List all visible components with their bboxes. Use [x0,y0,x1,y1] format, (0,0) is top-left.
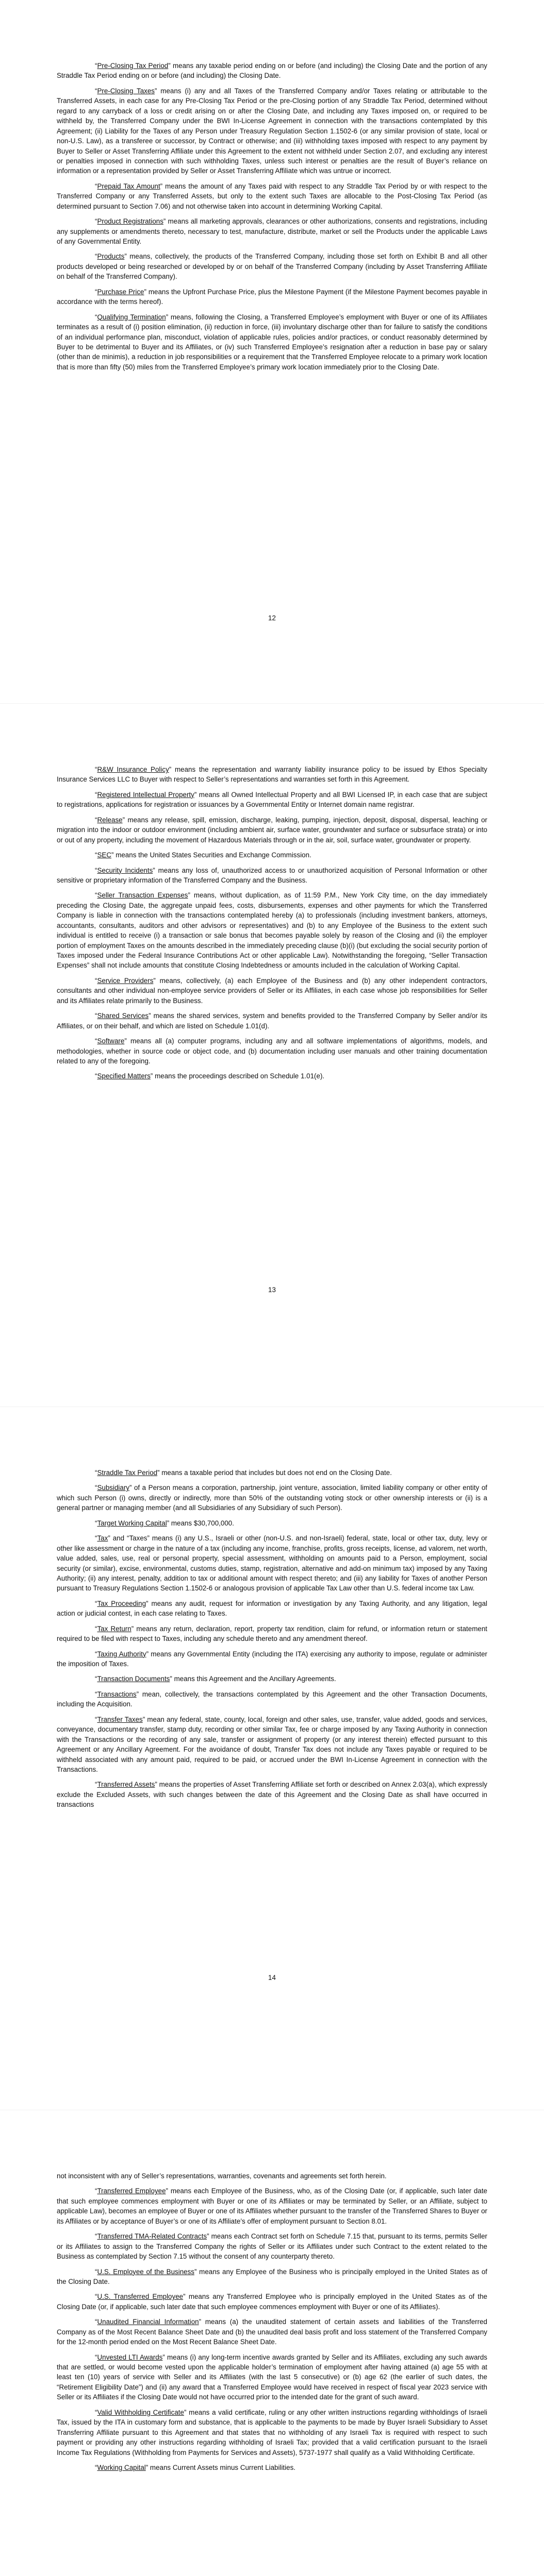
definition-paragraph: “Seller Transaction Expenses” means, without duplication, as of 11:59 P.M., New York City time, on the day immediately preceding the Closing Date, the aggregate unpaid fees, costs, disbursements, expenses and other payments for which the Transferred Company is liable in connection with the transactions contemplated hereby (a) to professionals (including investment bankers, attorneys, accountants, consultants, auditors and other advisors or representatives) and (b) to any Employee of the Business to the extent such individual is entitled to receive (i) a transaction or sale bonus that becomes payable solely by reason of the Closing and (ii) the employer portion of employment Taxes on the amounts described in the immediately preceding clause (b)(i) (but excluding the social security portion of Taxes imposed under the Federal Insurance Contributions Act or other applicable Law). Notwithstanding the foregoing, “Seller Transaction Expenses” shall not include amounts that constitute Closing Indebtedness or amounts included in the calculation of Working Capital. [57,891,487,970]
definition-text: ” means all (a) computer programs, including any and all software implementations of algorithms, models, and methodologies, whether in source code or object code, and (b) documentation including user manuals and other training documentation related to any of the foregoing. [57,1037,487,1065]
definition-text: ” means any Employee of the Business who is principally employed in the United States as of the Closing Date. [57,2267,488,2285]
definition-text: ” means any Transferred Employee who is principally employed in the United States as of the Closing Date (or, if applicable, such later date that such employee commences employment with Buyer or one of its Affiliates). [57,2293,488,2311]
defined-term: Release [97,816,123,824]
definition-paragraph: “Prepaid Tax Amount” means the amount of any Taxes paid with respect to any Straddle Tax Period by or with respect to the Transferred Company or any Transferred Assets, but only to the extent such Taxes are allocable to the Post-Closing Tax Period (as determined pursuant to Section 7.06) and not otherwise taken into account in determining Working Capital. [57,182,487,210]
definition-paragraph: “Subsidiary” of a Person means a corporation, partnership, joint venture, association, limited liability company or other entity of which such Person (i) owns, directly or indirectly, more than 50% of the outstanding voting stock or other ownership interests or (ii) is a general partner or managing member (and all Subsidiaries of any Subsidiary of such Person). [57,1484,487,1512]
definition-text: ” means any taxable period ending on or before (and including) the Closing Date and the portion of any Straddle Tax Period ending on or before (and including) the Closing Date. [57,62,488,80]
definition-paragraph: “Tax Return” means any return, declaration, report, property tax rendition, claim for refund, or information return or statement required to be filed with respect to Taxes, including any schedule thereto and any amendment thereof. [57,1624,487,1643]
defined-term: Purchase Price [97,287,144,296]
defined-term: R&W Insurance Policy [97,766,169,773]
definition-paragraph: “U.S. Transferred Employee” means any Transferred Employee who is principally employed in the United States as of the Closing Date (or, if applicable, such later date that such employee commences employment with Buyer or one of its Affiliates). [57,2293,488,2311]
page-number: 13 [268,1286,276,1294]
definition-paragraph: “Transfer Taxes” mean any federal, state, county, local, foreign and other sales, use, transfer, value added, goods and services, conveyance, documentary transfer, stamp duty, recording or other similar Tax, fee or charge imposed by any Taxing Authority in connection with the Transactions or the recording of any sale, transfer or assignment of property (or any interest therein) effected pursuant to this Agreement or any Ancillary Agreement. For the avoidance of doubt, Transfer Tax does not include any Taxes payable or required to be withheld associated with any amount paid, required to be paid, or accrued under the BWI In-License Agreement in connection with the Transactions. [57,1715,487,1773]
definitions-list [57,1468,487,1810]
definition-text: ” means a taxable period that includes but does not end on the Closing Date. [157,1469,392,1477]
defined-term: Unaudited Financial Information [97,2318,199,2326]
definition-text: ” mean, collectively, the transactions contemplated by this Agreement and the other Transaction Documents, including the Acquisition. [57,1690,487,1708]
defined-term: Tax [97,1534,108,1543]
page-number: 14 [268,1974,276,1981]
defined-term: Service Providers [97,976,154,985]
defined-term: U.S. Transferred Employee [97,2293,184,2301]
definition-text: ” means any loss of, unauthorized access to or unauthorized acquisition of Personal Information or other sensitive or proprietary information of the Transferred Company and the Business. [57,866,488,884]
defined-term: Transferred TMA-Related Contracts [97,2232,207,2241]
definition-paragraph: “Purchase Price” means the Upfront Purchase Price, plus the Milestone Payment (if the Milestone Payment becomes payable in accordance with the terms hereof). [57,287,487,306]
definition-text: ” means (i) any long-term incentive awards granted by Seller and its Affiliates, excluding any such awards that are settled, or would become vested upon the applicable holder’s termination of employment after having attained (a) age 55 with at least ten (10) years of service with Seller and its Affiliates (with the last 5 consecutive) or (b) age 62 (the earlier of such dates, the “Retirement Eligibility Date”) and (ii) any award that a Transferred Employee would have received in respect of fiscal year 2023 service with Seller or its Affiliates if the Closing Date would not have occurred prior to the intended date for the grant of such award. [57,2353,487,2401]
defined-term: SEC [97,851,112,859]
defined-term: Registered Intellectual Property [97,790,194,799]
defined-term: Pre-Closing Taxes [97,87,155,95]
defined-term: Security Incidents [97,866,153,874]
defined-term: Transfer Taxes [97,1715,143,1723]
definition-text: ” means any Governmental Entity (including the ITA) exercising any authority to impose, regulate or administer the imposition of Taxes. [57,1650,488,1668]
definition-paragraph: “Qualifying Termination” means, following the Closing, a Transferred Employee’s employment with Buyer or one of its Affiliates terminates as a result of (i) position elimination, (ii) reduction in force, (iii) involuntary discharge other than for failure to satisfy the conditions of an individual performance plan, misconduct, violation of applicable rules, policies and/or practices, or conduct reasonably determined by Buyer to be detrimental to Buyer and its Affiliates, or (iv) such Transferred Employee’s resignation after a reduction in base pay or salary (other than de minimis), a reduction in job responsibilities or a requirement that the Transferred Employee relocate to a primary work location that is more than fifty (50) miles from the Transferred Employee’s primary work location immediately prior to the Closing Date. [57,313,487,371]
definition-text: ” means the United States Securities and Exchange Commission. [111,851,311,859]
defined-term: Prepaid Tax Amount [97,182,160,190]
definition-paragraph: “Unvested LTI Awards” means (i) any long-term incentive awards granted by Seller and its Affiliates, excluding any such awards that are settled, or would become vested upon the applicable holder’s termination of employment after having attained (a) age 55 with at least ten (10) years of service with Seller and its Affiliates (with the last 5 consecutive) or (b) age 62 (the earlier of such dates, the “Retirement Eligibility Date”) and (ii) any award that a Transferred Employee would have received in respect of fiscal year 2023 service with Seller or its Affiliates if the Closing Date would not have occurred prior to the intended date for the grant of such award. [57,2353,487,2401]
document-page-14 [0,1406,544,2110]
document-page-13 [0,703,544,1406]
defined-term: Qualifying Termination [97,313,166,321]
definition-text: ” means any audit, request for information or investigation by any Taxing Authority, and any litigation, legal action or judicial contest, in each case relating to Taxes. [57,1599,488,1618]
definition-paragraph: “SEC” means the United States Securities and Exchange Commission. [95,851,311,859]
definition-paragraph: “Taxing Authority” means any Governmental Entity (including the ITA) exercising any authority to impose, regulate or administer the imposition of Taxes. [57,1650,488,1668]
definition-paragraph: “Transferred Employee” means each Employee of the Business, who, as of the Closing Date (or, if applicable, such later date that such employee commences employment with Buyer or one of its Affiliates or may be terminated by Seller, or an Affiliate, subject to applicable Law), becomes an employee of Buyer or one of its Affiliates whether pursuant to the transfer of the Transferred Shares to Buyer or its Affiliates or by acceptance of Buyer’s or one of its Affiliate’s offer of employment pursuant to Section 8.01. [57,2187,487,2225]
definition-paragraph: “Product Registrations” means all marketing approvals, clearances or other authorizations, consents and registrations, including any supplements or amendments thereto, necessary to test, manufacture, distribute, market or sell the Products under the applicable Laws of any Governmental Entity. [57,217,488,245]
defined-term: Products [97,252,125,261]
definition-text: ” means, collectively, the products of the Transferred Company, including those set forth on Exhibit B and all other products developed or being researched or developed by or on behalf of the Transferred Company (including by Asset Transferring Affiliate on behalf of the Transferred Company). [57,252,487,281]
definition-text: ” means all marketing approvals, clearances or other authorizations, consents and registrations, including any supplements or amendments thereto, necessary to test, manufacture, distribute, market or sell the Products under the applicable Laws of any Governmental Entity. [57,217,488,245]
definitions-list [57,61,487,372]
defined-term: Subsidiary [97,1484,129,1492]
definition-paragraph: “Products” means, collectively, the products of the Transferred Company, including those set forth on Exhibit B and all other products developed or being researched or developed by or on behalf of the Transferred Company (including by Asset Transferring Affiliate on behalf of the Transferred Company). [57,252,487,281]
defined-term: Transferred Employee [97,2187,166,2195]
defined-term: Pre-Closing Tax Period [97,62,169,70]
definitions-list [57,2186,487,2472]
definition-paragraph: “Registered Intellectual Property” means all Owned Intellectual Property and all BWI Licensed IP, in each case that are subject to registrations, applications for registration or issuances by a Governmental Entity or Internet domain name registrar. [57,790,487,809]
defined-term: Transaction Documents [97,1675,170,1683]
definition-text: ” means, following the Closing, a Transferred Employee’s employment with Buyer or one of its Affiliates terminates as a result of (i) position elimination, (ii) reduction in force, (iii) involuntary discharge other than for failure to satisfy the conditions of an individual performance plan, misconduct, violation of applicable rules, policies and/or practices, or conduct reasonably determined by Buyer to be detrimental to Buyer and its Affiliates, or (iv) such Transferred Employee’s resignation after a reduction in base pay or salary (other than de minimis), a reduction in job responsibilities or a requirement that the Transferred Employee relocate to a primary work location that is more than fifty (50) miles from the Transferred Employee’s primary work location immediately prior to the Closing Date. [57,313,487,371]
definition-paragraph: “Working Capital” means Current Assets minus Current Liabilities. [95,2463,295,2471]
definition-text: ” means all Owned Intellectual Property and all BWI Licensed IP, in each case that are subject to registrations, applications for registration or issuances by a Governmental Entity or Internet domain name registrar. [57,790,487,809]
definition-paragraph: “Tax” and “Taxes” means (i) any U.S., Israeli or other (non-U.S. and non-Israeli) federal, state, local or other tax, duty, levy or other like assessment or charge in the nature of a tax (including any income, franchise, profits, gross receipts, license, ad valorem, net worth, value added, sales, use, real or personal property, special assessment, withholding on amounts paid to a Person, employment, social security (or similar), excise, environmental, customs duties, stamp, registration, alternative and add-on minimum tax) imposed by any Taxing Authority; (ii) any interest, penalty, addition to tax or additional amount with respect thereto; and (iii) any liability for Taxes of another Person pursuant to Treasury Regulations Section 1.1502-6 or analogous provision of applicable Tax Law other than U.S. federal income tax Law. [57,1534,487,1592]
defined-term: Shared Services [97,1012,149,1020]
definition-paragraph: “Transferred Assets” means the properties of Asset Transferring Affiliate set forth or described on Annex 2.03(a), which expressly exclude the Excluded Assets, with such changes between the date of this Agreement and the Closing Date as shall have occurred in transactions [57,1781,487,1809]
definition-paragraph: “Pre-Closing Tax Period” means any taxable period ending on or before (and including) the Closing Date and the portion of any Straddle Tax Period ending on or before (and including) the Closing Date. [57,62,488,80]
definition-text: ” means $30,700,000. [167,1519,234,1527]
definition-text: ” means the shared services, system and benefits provided to the Transferred Company by Seller and/or its Affiliates, or on their behalf, and which are listed on Schedule 1.01(d). [57,1012,487,1030]
definition-paragraph: “Software” means all (a) computer programs, including any and all software implementations of algorithms, models, and methodologies, whether in source code or object code, and (b) documentation including user manuals and other training documentation related to any of the foregoing. [57,1037,487,1065]
definition-text: ” means any release, spill, emission, discharge, leaking, pumping, injection, deposit, disposal, dispersal, leaching or migration into the indoor or outdoor environment (including ambient air, surface water, groundwater and surface or subsurface strata) or into or out of any property, including the movement of Hazardous Materials through or in the air, soil, surface water, groundwater or property. [57,816,487,844]
definition-paragraph: “R&W Insurance Policy” means the representation and warranty liability insurance policy to be issued by Ethos Specialty Insurance Services LLC to Buyer with respect to Seller’s representations and warranties set forth in this Agreement. [57,766,487,784]
defined-term: Product Registrations [97,217,163,226]
definition-text: ” means, without duplication, as of 11:59 P.M., New York City time, on the day immediately preceding the Closing Date, the aggregate unpaid fees, costs, disbursements, expenses and other payments for which the Transferred Company is liable in connection with the transactions contemplated hereby (a) to professionals (including investment bankers, attorneys, accountants, consultants, auditors and other advisors or representatives) and (b) to any Employee of the Business to the extent such individual is entitled to receive (i) a transaction or sale bonus that becomes payable solely by reason of the Closing and (ii) the employer portion of employment Taxes on the amounts described in the immediately preceding clause (b)(i) (but excluding the social security portion of Taxes imposed under the Federal Insurance Contributions Act or other applicable Law). Notwithstanding the foregoing, “Seller Transaction Expenses” shall not include amounts that constitute Closing Indebtedness or amounts included in the calculation of Working Capital. [57,891,487,970]
definition-paragraph: “Straddle Tax Period” means a taxable period that includes but does not end on the Closing Date. [95,1469,392,1477]
definition-text: ” mean any federal, state, county, local, foreign and other sales, use, transfer, value added, goods and services, conveyance, documentary transfer, stamp duty, recording or other similar Tax, fee or charge imposed by any Taxing Authority in connection with the Transactions or the recording of any sale, transfer or assignment of property (or any interest therein) effected pursuant to this Agreement or any Ancillary Agreement. For the avoidance of doubt, Transfer Tax does not include any Taxes payable or required to be withheld associated with any amount paid, required to be paid, or accrued under the BWI In-License Agreement in connection with the Transactions. [57,1715,487,1773]
defined-term: U.S. Employee of the Business [97,2267,194,2276]
definition-text: ” means the proceedings described on Schedule 1.01(e). [150,1072,325,1080]
defined-term: Tax Proceeding [97,1599,146,1607]
document-page-12 [0,0,544,703]
definition-text: ” of a Person means a corporation, partnership, joint venture, association, limited liability company or other entity of which such Person (i) owns, directly or indirectly, more than 50% of the outstanding voting stock or other ownership interests or (ii) is a general partner or managing member (and all Subsidiaries of any Subsidiary of such Person). [57,1484,487,1512]
definition-text: ” means each Employee of the Business, who, as of the Closing Date (or, if applicable, such later date that such employee commences employment with Buyer or one of its Affiliates or may be terminated by Seller, or an Affiliate, subject to applicable Law), becomes an employee of Buyer or one of its Affiliates whether pursuant to the transfer of the Transferred Shares to Buyer or its Affiliates or by acceptance of Buyer’s or one of its Affiliate’s offer of employment pursuant to Section 8.01. [57,2187,487,2225]
defined-term: Taxing Authority [97,1650,146,1658]
definition-paragraph: “Transferred TMA-Related Contracts” means each Contract set forth on Schedule 7.15 that, pursuant to its terms, permits Seller or its Affiliates to assign to the Transferred Company the rights of Seller or its Affiliates under such Contract to the extent related to the Business as contemplated by Section 7.15 without the consent of any counterparty thereto. [57,2232,488,2261]
defined-term: Working Capital [97,2463,146,2471]
definition-paragraph: “Release” means any release, spill, emission, discharge, leaking, pumping, injection, deposit, disposal, dispersal, leaching or migration into the indoor or outdoor environment (including ambient air, surface water, groundwater and surface or subsurface strata) or into or out of any property, including the movement of Hazardous Materials through or in the air, soil, surface water, groundwater or property. [57,816,487,844]
definition-text: ” means, collectively, (a) each Employee of the Business and (b) any other independent contractors, consultants and other individual non-employee service providers of Seller or its Affiliates, in each case whose job responsibilities for Seller and its Affiliates relate primarily to the Business. [57,976,487,1005]
defined-term: Software [97,1037,125,1045]
definition-text: ” means any return, declaration, report, property tax rendition, claim for refund, or information return or statement required to be filed with respect to Taxes, including any schedule thereto and any amendment thereof. [57,1624,487,1643]
defined-term: Target Working Capital [97,1519,167,1527]
definition-text: ” means the Upfront Purchase Price, plus the Milestone Payment (if the Milestone Payment becomes payable in accordance with the terms hereof). [57,287,487,306]
definition-text: ” means this Agreement and the Ancillary Agreements. [170,1675,336,1683]
definition-paragraph: “Service Providers” means, collectively, (a) each Employee of the Business and (b) any other independent contractors, consultants and other individual non-employee service providers of Seller or its Affiliates, in each case whose job responsibilities for Seller and its Affiliates relate primarily to the Business. [57,976,487,1005]
definition-paragraph: “Specified Matters” means the proceedings described on Schedule 1.01(e). [95,1072,325,1080]
defined-term: Tax Return [97,1624,131,1633]
defined-term: Transferred Assets [97,1781,155,1789]
definition-paragraph: “Unaudited Financial Information” means (a) the unaudited statement of certain assets and liabilities of the Transferred Company as of the Most Recent Balance Sheet Date and (b) the unaudited deal basis profit and loss statement of the Transferred Company for the 12-month period ended on the Most Recent Balance Sheet Date. [57,2318,487,2346]
continued-paragraph: not inconsistent with any of Seller’s representations, warranties, covenants and agreements set forth herein. [57,2172,387,2180]
defined-term: Specified Matters [97,1072,151,1080]
definition-paragraph: “Shared Services” means the shared services, system and benefits provided to the Transferred Company by Seller and/or its Affiliates, or on their behalf, and which are listed on Schedule 1.01(d). [57,1012,487,1030]
definition-paragraph: “Transaction Documents” means this Agreement and the Ancillary Agreements. [95,1675,336,1683]
definition-text: ” means the amount of any Taxes paid with respect to any Straddle Tax Period by or with respect to the Transferred Company or any Transferred Assets, but only to the extent such Taxes are allocable to the Post-Closing Tax Period (as determined pursuant to Section 7.06) and not otherwise taken into account in determining Working Capital. [57,182,487,210]
definition-text: ” means (i) any and all Taxes of the Transferred Company and/or Taxes relating or attributable to the Transferred Assets, in each case for any Pre-Closing Tax Period or the pre-Closing portion of any Straddle Tax Period, determined without regard to any carryback of a loss or credit arising on or after the Closing Date, and including any Taxes imposed on, or required to be withheld by, the Transferred Company under the BWI In-License Agreement in connection with the transactions contemplated by this Agreement; (ii) Liability for the Taxes of any Person under Treasury Regulation Section 1.1502-6 (or any similar provision of state, local or non-U.S. Law), as a transferee or successor, by Contract or otherwise; and (iii) withholding taxes imposed with respect to any payment by Buyer to Seller or Asset Transferring Affiliate under this Agreement to the extent not withheld under Section 2.07, and excluding any interest or penalties imposed in connection with such withholding Taxes, unless such interest or penalties are the result of Buyer’s reliance on information or a representation provided by Seller or Asset Transferring Affiliate which was untrue or incorrect. [57,87,487,175]
definition-text: ” means the properties of Asset Transferring Affiliate set forth or described on Annex 2.03(a), which expressly exclude the Excluded Assets, with such changes between the date of this Agreement and the Closing Date as shall have occurred in transactions [57,1781,487,1809]
definition-paragraph: “Valid Withholding Certificate” means a valid certificate, ruling or any other written instructions regarding withholdings of Israeli Tax, issued by the ITA in customary form and substance, that is applicable to the payments to be made by Buyer Israeli Subsidiary to Asset Transferring Affiliate pursuant to this Agreement and that states that no withholding of any Israeli Tax is required with respect to such payment or providing any other instructions regarding withholding of Israeli Tax; provided that a valid certification pursuant to the Israeli Income Tax Regulations (Withholding from Payments for Services and Assets), 5737-1977 shall qualify as a Valid Withholding Certificate. [57,2408,487,2456]
definition-text: ” means Current Assets minus Current Liabilities. [145,2463,295,2471]
definition-paragraph: “U.S. Employee of the Business” means any Employee of the Business who is principally employed in the United States as of the Closing Date. [57,2267,488,2285]
definitions-list [57,765,487,1081]
definition-paragraph: “Security Incidents” means any loss of, unauthorized access to or unauthorized acquisition of Personal Information or other sensitive or proprietary information of the Transferred Company and the Business. [57,866,488,884]
definition-paragraph: “Tax Proceeding” means any audit, request for information or investigation by any Taxing Authority, and any litigation, legal action or judicial contest, in each case relating to Taxes. [57,1599,488,1618]
defined-term: Straddle Tax Period [97,1469,158,1477]
defined-term: Unvested LTI Awards [97,2353,163,2361]
definition-paragraph: “Target Working Capital” means $30,700,000. [95,1519,234,1527]
definition-text: ” means a valid certificate, ruling or any other written instructions regarding withholdings of Israeli Tax, issued by the ITA in customary form and substance, that is applicable to the payments to be made by Buyer Israeli Subsidiary to Asset Transferring Affiliate pursuant to this Agreement and that states that no withholding of any Israeli Tax is required with respect to such payment or providing any other instructions regarding withholding of Israeli Tax; provided that a valid certification pursuant to the Israeli Income Tax Regulations (Withholding from Payments for Services and Assets), 5737-1977 shall qualify as a Valid Withholding Certificate. [57,2408,487,2456]
defined-term: Seller Transaction Expenses [97,891,188,900]
defined-term: Transactions [97,1690,137,1698]
definition-text: ” means the representation and warranty liability insurance policy to be issued by Ethos Specialty Insurance Services LLC to Buyer with respect to Seller’s representations and warranties set forth in this Agreement. [57,766,487,784]
definition-text: ” means (a) the unaudited statement of certain assets and liabilities of the Transferred Company as of the Most Recent Balance Sheet Date and (b) the unaudited deal basis profit and loss statement of the Transferred Company for the 12-month period ended on the Most Recent Balance Sheet Date. [57,2318,487,2346]
document-page-15 [0,2110,544,2576]
definition-paragraph: “Transactions” mean, collectively, the transactions contemplated by this Agreement and the other Transaction Documents, including the Acquisition. [57,1690,487,1708]
page-number: 12 [268,614,276,622]
defined-term: Valid Withholding Certificate [97,2408,184,2416]
definition-text: ” means each Contract set forth on Schedule 7.15 that, pursuant to its terms, permits Seller or its Affiliates to assign to the Transferred Company the rights of Seller or its Affiliates under such Contract to the extent related to the Business as contemplated by Section 7.15 without the consent of any counterparty thereto. [57,2232,488,2261]
definition-paragraph: “Pre-Closing Taxes” means (i) any and all Taxes of the Transferred Company and/or Taxes relating or attributable to the Transferred Assets, in each case for any Pre-Closing Tax Period or the pre-Closing portion of any Straddle Tax Period, determined without regard to any carryback of a loss or credit arising on or after the Closing Date, and including any Taxes imposed on, or required to be withheld by, the Transferred Company under the BWI In-License Agreement in connection with the transactions contemplated by this Agreement; (ii) Liability for the Taxes of any Person under Treasury Regulation Section 1.1502-6 (or any similar provision of state, local or non-U.S. Law), as a transferee or successor, by Contract or otherwise; and (iii) withholding taxes imposed with respect to any payment by Buyer to Seller or Asset Transferring Affiliate under this Agreement to the extent not withheld under Section 2.07, and excluding any interest or penalties imposed in connection with such withholding Taxes, unless such interest or penalties are the result of Buyer’s reliance on information or a representation provided by Seller or Asset Transferring Affiliate which was untrue or incorrect. [57,87,487,175]
definition-text: ” and “Taxes” means (i) any U.S., Israeli or other (non-U.S. and non-Israeli) federal, state, local or other tax, duty, levy or other like assessment or charge in the nature of a tax (including any income, franchise, profits, gross receipts, license, ad valorem, net worth, value added, sales, use, real or personal property, special assessment, withholding on amounts paid to a Person, employment, social security (or similar), excise, environmental, customs duties, stamp, registration, alternative and add-on minimum tax) imposed by any Taxing Authority; (ii) any interest, penalty, addition to tax or additional amount with respect thereto; and (iii) any liability for Taxes of another Person pursuant to Treasury Regulations Section 1.1502-6 or analogous provision of applicable Tax Law other than U.S. federal income tax Law. [57,1534,487,1592]
